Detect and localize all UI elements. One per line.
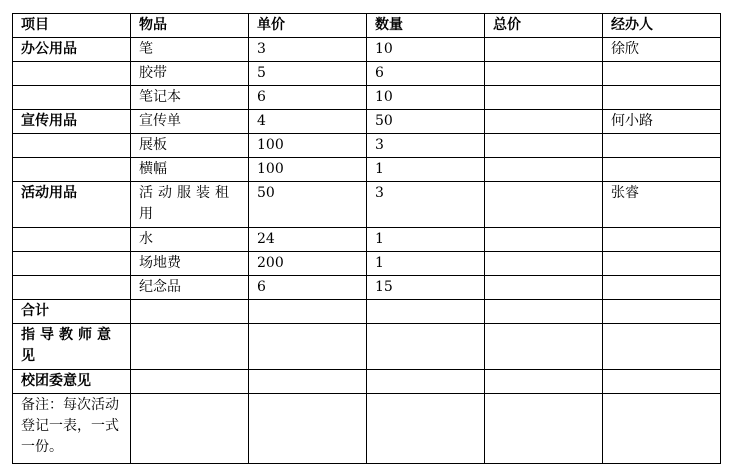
project-cell [13,276,131,300]
quantity-cell: 15 [367,276,485,300]
handler-cell [603,228,721,252]
empty-cell [603,324,721,370]
empty-cell [249,324,367,370]
item-cell: 展板 [131,134,249,158]
project-cell [13,86,131,110]
quantity-cell: 3 [367,182,485,228]
table-row [13,182,721,228]
header-row [13,14,721,38]
table-row [13,62,721,86]
price-cell: 5 [249,62,367,86]
project-cell: 办公用品 [13,38,131,62]
project-cell: 宣传用品 [13,110,131,134]
total-cell [485,62,603,86]
price-cell: 6 [249,276,367,300]
total-cell [485,228,603,252]
advisor-opinion-row [13,324,721,370]
header-price: 单价 [249,14,367,38]
empty-cell [367,394,485,464]
handler-cell: 张睿 [603,182,721,228]
handler-cell [603,276,721,300]
total-label: 合计 [13,300,131,324]
item-cell: 横幅 [131,158,249,182]
total-cell [485,182,603,228]
note-row [13,394,721,464]
project-cell [13,252,131,276]
item-cell: 笔记本 [131,86,249,110]
price-cell: 6 [249,86,367,110]
empty-cell [485,324,603,370]
total-row [13,300,721,324]
item-cell: 活动服装租用 [131,182,249,228]
price-cell: 4 [249,110,367,134]
handler-cell: 徐欣 [603,38,721,62]
table-row [13,110,721,134]
handler-cell [603,62,721,86]
total-cell [485,86,603,110]
budget-table [12,13,721,464]
header-total: 总价 [485,14,603,38]
quantity-cell: 1 [367,158,485,182]
table-row [13,228,721,252]
quantity-cell: 1 [367,228,485,252]
table-row [13,252,721,276]
price-cell: 100 [249,134,367,158]
committee-opinion-label: 校团委意见 [13,370,131,394]
total-cell [485,110,603,134]
price-cell: 50 [249,182,367,228]
quantity-cell: 10 [367,86,485,110]
total-cell [485,252,603,276]
note-text: 备注：每次活动登记一表，一式一份。 [13,394,131,464]
empty-cell [131,300,249,324]
empty-cell [603,394,721,464]
handler-cell [603,134,721,158]
empty-cell [367,300,485,324]
price-cell: 24 [249,228,367,252]
empty-cell [485,300,603,324]
empty-cell [367,370,485,394]
total-cell [485,134,603,158]
quantity-cell: 3 [367,134,485,158]
empty-cell [131,394,249,464]
quantity-cell: 1 [367,252,485,276]
handler-cell: 何小路 [603,110,721,134]
header-project: 项目 [13,14,131,38]
empty-cell [485,370,603,394]
item-cell: 水 [131,228,249,252]
table-row [13,86,721,110]
table-row [13,158,721,182]
handler-cell [603,158,721,182]
price-cell: 3 [249,38,367,62]
quantity-cell: 6 [367,62,485,86]
table-row [13,38,721,62]
price-cell: 200 [249,252,367,276]
project-cell [13,228,131,252]
item-cell: 笔 [131,38,249,62]
quantity-cell: 50 [367,110,485,134]
total-cell [485,38,603,62]
item-cell: 场地费 [131,252,249,276]
project-cell [13,134,131,158]
table-row [13,134,721,158]
project-cell: 活动用品 [13,182,131,228]
header-item: 物品 [131,14,249,38]
empty-cell [131,370,249,394]
item-cell: 胶带 [131,62,249,86]
item-cell: 纪念品 [131,276,249,300]
total-cell [485,158,603,182]
empty-cell [249,394,367,464]
quantity-cell: 10 [367,38,485,62]
table-row [13,276,721,300]
advisor-opinion-label: 指导教师意见 [13,324,131,370]
committee-opinion-row [13,370,721,394]
project-cell [13,158,131,182]
handler-cell [603,86,721,110]
handler-cell [603,252,721,276]
price-cell: 100 [249,158,367,182]
empty-cell [131,324,249,370]
empty-cell [603,370,721,394]
empty-cell [367,324,485,370]
empty-cell [485,394,603,464]
empty-cell [249,370,367,394]
empty-cell [603,300,721,324]
project-cell [13,62,131,86]
total-cell [485,276,603,300]
header-handler: 经办人 [603,14,721,38]
item-cell: 宣传单 [131,110,249,134]
empty-cell [249,300,367,324]
header-quantity: 数量 [367,14,485,38]
